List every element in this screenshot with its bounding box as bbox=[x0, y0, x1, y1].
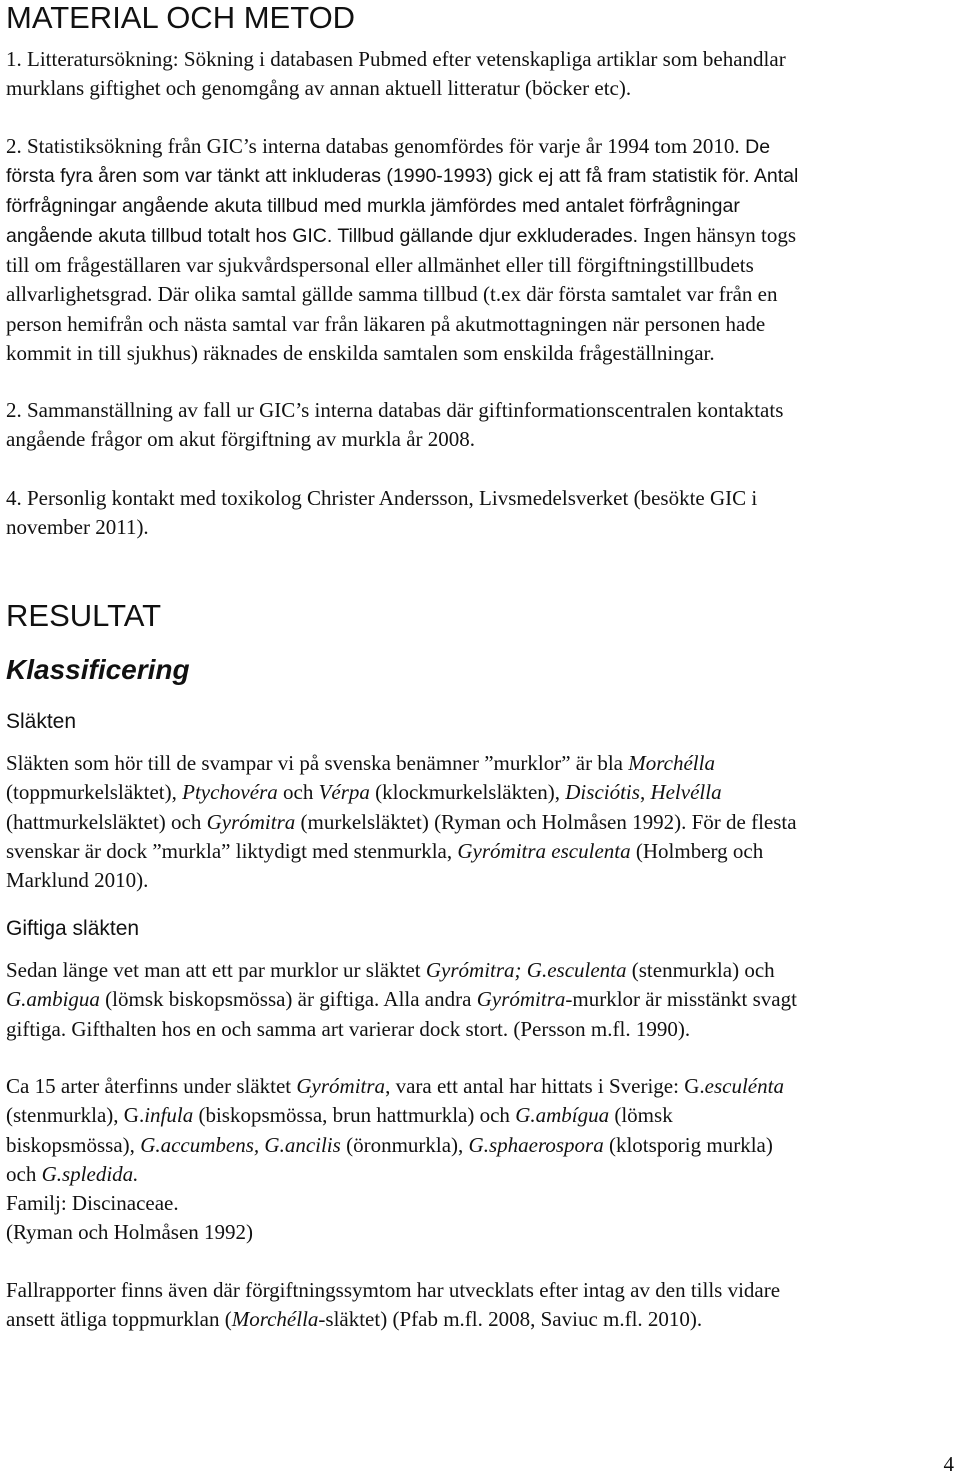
text-run: -murklor är misstänkt svagt bbox=[565, 987, 797, 1012]
paragraph-slakten bbox=[6, 749, 956, 895]
text-line: angående frågor om akut förgiftning av murkla år 2008. bbox=[6, 427, 476, 452]
text-run: svenskar är dock ”murkla” liktydigt med stenmurkla, bbox=[6, 838, 458, 863]
text-line: november 2011). bbox=[6, 515, 149, 540]
text-line bbox=[6, 1101, 956, 1130]
text-run: (lömsk biskopsmössa) är giftiga. Alla andra bbox=[99, 987, 477, 1012]
text-run: De bbox=[739, 136, 771, 158]
paragraph-giftiga-slakten bbox=[6, 956, 956, 1044]
text-run: infula bbox=[144, 1103, 194, 1128]
text-run: esculénta bbox=[704, 1074, 784, 1098]
text-run: (toppmurkelsläktet), bbox=[6, 780, 183, 805]
text-line: (Ryman och Holmåsen 1992) bbox=[6, 1220, 254, 1245]
text-line: Marklund 2010). bbox=[6, 868, 149, 893]
text-run: (Holmberg och bbox=[630, 838, 764, 863]
heading-klassificering: Klassificering bbox=[6, 654, 190, 685]
text-run: Gyrómitra; G.esculenta bbox=[425, 958, 627, 982]
text-run: (öronmurkla), bbox=[340, 1132, 469, 1157]
text-line bbox=[6, 837, 956, 866]
text-run: 2. Statistiksökning från GIC’s interna databas genomfördes för varje år 1994 tom 2010. bbox=[6, 134, 740, 158]
heading-resultat: RESULTAT bbox=[6, 598, 162, 633]
text-run: G.ambígua bbox=[515, 1103, 610, 1128]
text-line: 2. Sammanställning av fall ur GIC’s interna databas där giftinformationscentralen kontaktats bbox=[6, 398, 784, 422]
paragraph-fallrapporter bbox=[6, 1276, 956, 1335]
text-run: -släktet) (Pfab m.fl. 2008, Saviuc m.fl. 2010). bbox=[318, 1307, 703, 1332]
text-run: G.ambigua bbox=[6, 987, 100, 1012]
text-run: (hattmurkelsläktet) och bbox=[6, 809, 207, 834]
heading-slakten: Släkten bbox=[6, 710, 77, 733]
text-line bbox=[6, 1160, 956, 1189]
text-run: (klockmurkelsläkten), bbox=[369, 780, 566, 805]
text-run: angående akuta tillbud totalt hos GIC. Tillbud gällande djur exkluderades. bbox=[6, 224, 638, 247]
text-line bbox=[6, 221, 956, 251]
text-run: ansett ätliga toppmurklan ( bbox=[6, 1307, 232, 1332]
text-run: G.spledida. bbox=[41, 1161, 139, 1186]
text-line: murklans giftighet och genomgång av annan aktuell litteratur (böcker etc). bbox=[6, 76, 632, 101]
text-line bbox=[6, 1072, 956, 1101]
text-line: kommit in till sjukhus) räknades de enskilda samtalen som enskilda frågeställningar. bbox=[6, 341, 715, 366]
text-line bbox=[6, 162, 956, 191]
text-line bbox=[6, 1131, 956, 1160]
text-run: Ptychovéra bbox=[182, 780, 278, 805]
text-run: Helvélla bbox=[650, 780, 722, 805]
text-run: G.sphaerospora bbox=[468, 1132, 604, 1157]
text-line: 1. Litteratursökning: Sökning i databasen Pubmed efter vetenskapliga artiklar som behandlar bbox=[6, 47, 786, 71]
text-run: första fyra åren som var tänkt att inkluderas (1990-1993) gick ej att få fram statistik för. bbox=[6, 165, 750, 188]
text-line bbox=[6, 778, 956, 807]
text-run: Gyrómitra bbox=[296, 1074, 386, 1098]
text-line: till om frågeställaren var sjukvårdspersonal eller allmänhet eller till förgiftningstillbudets bbox=[6, 253, 754, 278]
text-line: Fallrapporter finns även där förgiftningssymtom har utvecklats efter intag av den tills vidare bbox=[6, 1278, 781, 1302]
paragraph-arter bbox=[6, 1072, 956, 1248]
heading-giftiga-slakten: Giftiga släkten bbox=[6, 917, 140, 940]
text-line bbox=[6, 1305, 956, 1334]
text-line bbox=[6, 749, 956, 778]
text-line bbox=[6, 808, 956, 837]
text-run: Sedan länge vet man att ett par murklor ur släktet bbox=[6, 958, 426, 982]
text-run: Gyrómitra bbox=[206, 809, 296, 834]
text-line: giftiga. Gifthalten hos en och samma art varierar dock stort. (Persson m.fl. 1990). bbox=[6, 1016, 691, 1041]
paragraph-litteratursokning bbox=[6, 45, 956, 104]
paragraph-sammanstallning bbox=[6, 396, 956, 455]
text-line bbox=[6, 956, 956, 985]
text-run: (biskopsmössa, brun hattmurkla) och bbox=[193, 1103, 516, 1128]
text-line bbox=[6, 132, 956, 162]
text-run: allvarlighetsgrad. Där olika samtal gällde samma tillbud (t. bbox=[6, 282, 502, 307]
text-run: biskopsmössa), bbox=[6, 1132, 141, 1157]
text-run: G.accumbens, G.ancilis bbox=[140, 1132, 341, 1157]
page-number: 4 bbox=[943, 1452, 954, 1476]
text-run: Vérpa bbox=[318, 780, 370, 805]
text-run: Morchélla bbox=[628, 751, 715, 775]
text-line: förfrågningar angående akuta tillbud med murkla jämfördes med antalet förfrågningar bbox=[6, 194, 740, 217]
text-run: (stenmurkla), G. bbox=[6, 1103, 145, 1128]
text-run: Ingen hänsyn togs bbox=[638, 222, 797, 247]
paragraph-statistiksokning bbox=[6, 132, 956, 368]
text-run: (klotsporig murkla) bbox=[603, 1132, 773, 1157]
text-run: Antal bbox=[749, 165, 799, 188]
text-run: Gyrómitra esculenta bbox=[457, 838, 631, 863]
text-run: ex där första samtalet var från en bbox=[501, 282, 778, 307]
text-run: och bbox=[277, 780, 319, 805]
text-run: Gyrómitra bbox=[476, 987, 566, 1012]
text-line bbox=[6, 280, 956, 309]
text-run: , bbox=[639, 780, 651, 805]
text-line: person hemifrån och nästa samtal var från läkaren på akutmottagningen när personen hade bbox=[6, 311, 766, 336]
text-run: och bbox=[6, 1161, 42, 1186]
text-run: Ca 15 arter återfinns under släktet bbox=[6, 1074, 297, 1098]
text-run: (stenmurkla) och bbox=[626, 958, 775, 982]
text-run: (lömsk bbox=[609, 1103, 673, 1128]
text-run: Disciótis bbox=[565, 780, 640, 805]
text-run: Morchélla bbox=[231, 1307, 319, 1332]
text-line bbox=[6, 985, 956, 1014]
heading-material-och-metod: MATERIAL OCH METOD bbox=[6, 0, 356, 35]
paragraph-personlig-kontakt bbox=[6, 484, 956, 543]
text-run: , vara ett antal har hittats i Sverige: G. bbox=[385, 1074, 705, 1098]
text-run: Släkten som hör till de svampar vi på svenska benämner ”murklor” är bla bbox=[6, 751, 629, 775]
text-line: 4. Personlig kontakt med toxikolog Christer Andersson, Livsmedelsverket (besökte GIC i bbox=[6, 486, 758, 510]
text-run: (murkelsläktet) (Ryman och Holmåsen 1992). För de flesta bbox=[295, 809, 797, 834]
text-line: Familj: Discinaceae. bbox=[6, 1191, 179, 1216]
